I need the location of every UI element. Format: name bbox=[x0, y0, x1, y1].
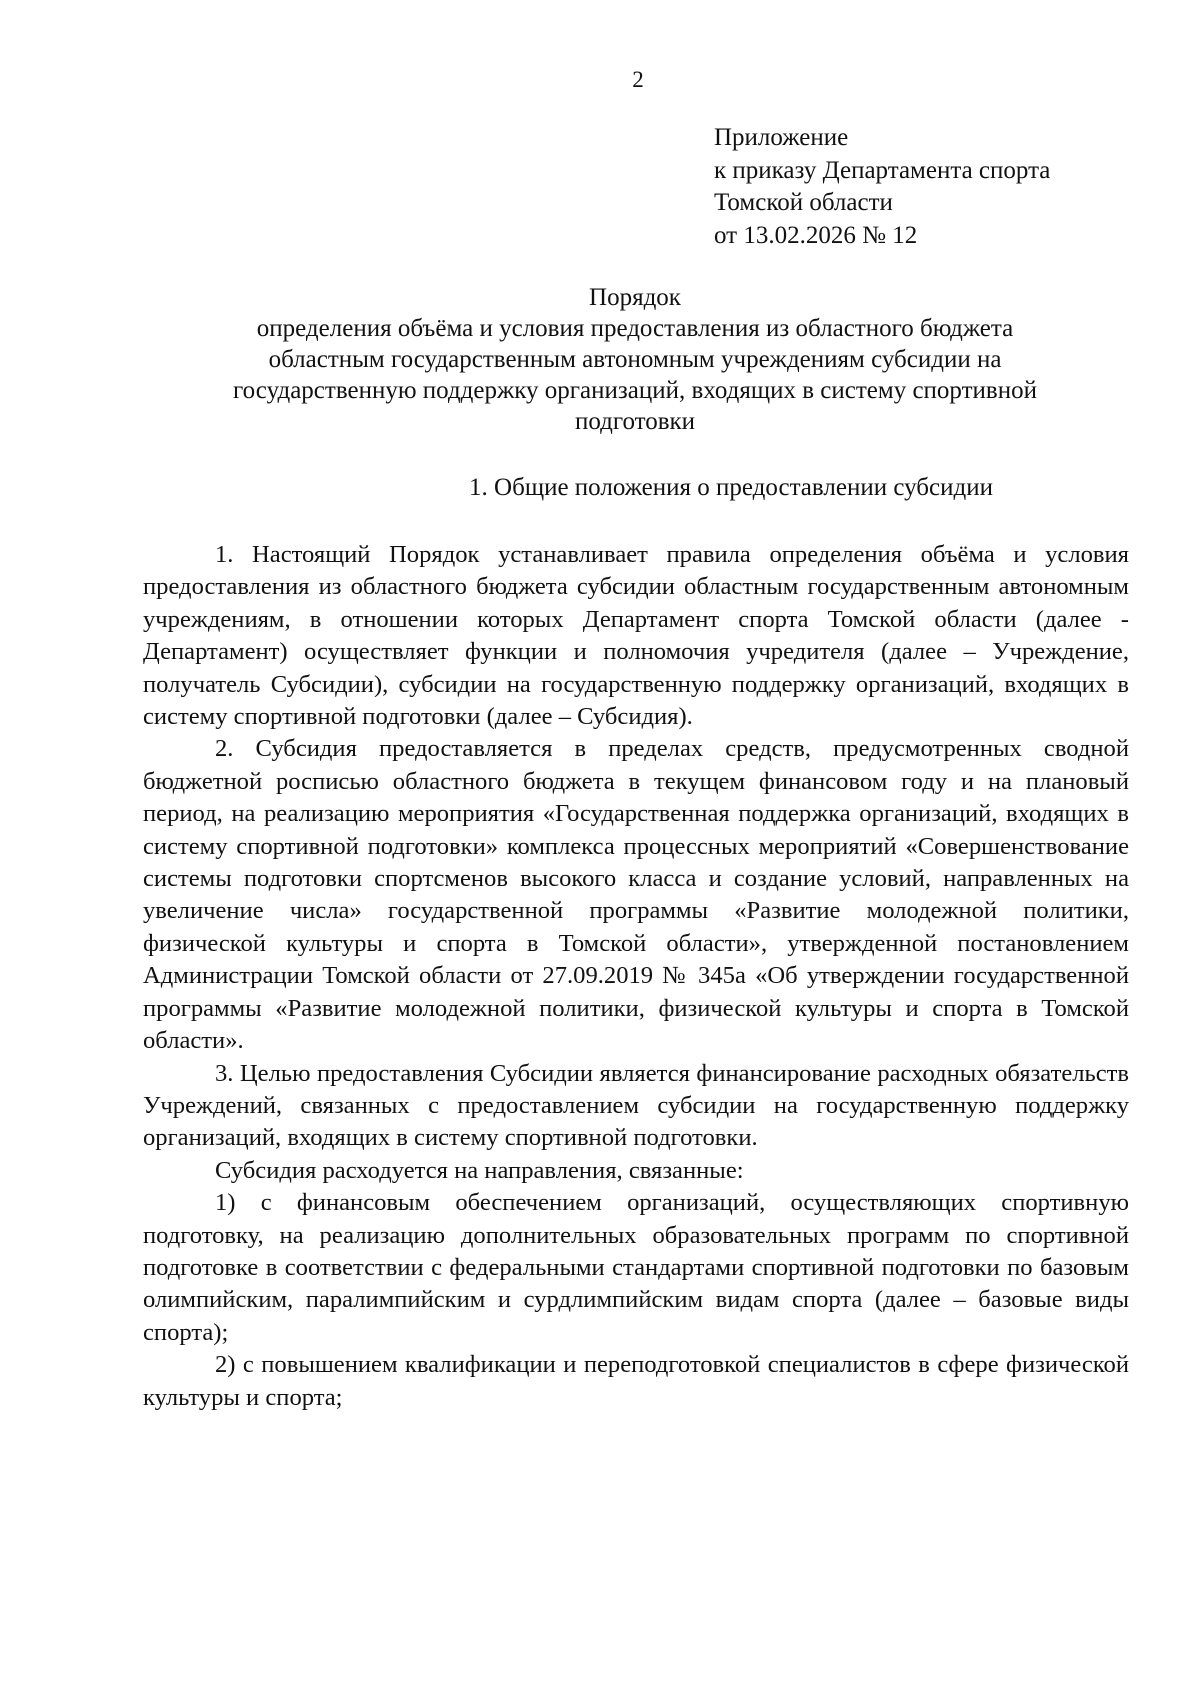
annex-line: от 13.02.2026 № 12 bbox=[714, 221, 918, 249]
annex-line: Приложение bbox=[714, 124, 849, 151]
paragraph: 2. Субсидия предоставляется в пределах средств, предусмотренных сводной бюджетной росписью областного бюджета в текущем финансовом году и на плановый период, на реализацию мероприятия «Государственная поддержка организаций, входящих в систему спортивной подготовки» комплекса процессных мероприятий «Совершенствование системы подготовки спортсменов высокого класса и создание условий, направленных на увеличение числа» государственной программы «Развитие молодежной политики, физической культуры и спорта в Томской области», утвержденной постановлением Администрации Томской области от 27.09.2019 № 345а «Об утверждении государственной программы «Развитие молодежной политики, физической культуры и спорта в Томской области». bbox=[143, 735, 1129, 1055]
annex-line: к приказу Департамента спорта bbox=[714, 156, 1051, 184]
annex-line: Томской области bbox=[714, 189, 893, 216]
document-title bbox=[140, 282, 1130, 437]
annex-block bbox=[714, 122, 1050, 252]
paragraph: Субсидия расходуется на направления, связанные: bbox=[215, 1156, 744, 1184]
title-line: Порядок bbox=[589, 284, 681, 311]
title-line: определения объёма и условия предоставления из областного бюджета bbox=[256, 315, 1014, 342]
title-line: областным государственным автономным учреждениям субсидии на bbox=[268, 346, 1002, 373]
paragraph: 1. Настоящий Порядок устанавливает правила определения объёма и условия предоставления из областного бюджета субсидии областным государственным автономным учреждениям, в отношении которых Департамент спорта Томской области (далее - Департамент) осуществляет функции и полномочия учредителя (далее – Учреждение, получатель Субсидии), субсидии на государственную поддержку организаций, входящих в систему спортивной подготовки (далее – Субсидия). bbox=[143, 541, 1129, 731]
title-line: подготовки bbox=[574, 408, 696, 435]
paragraph: 2) с повышением квалификации и переподготовкой специалистов в сфере физической культуры и спорта; bbox=[143, 1351, 1129, 1411]
page-number: 2 bbox=[632, 67, 644, 92]
paragraph: 1) с финансовым обеспечением организаций, осуществляющих спортивную подготовку, на реализацию дополнительных образовательных программ по спортивной подготовке в соответствии с федеральными стандартами спортивной подготовки по базовым олимпийским, паралимпийским и сурдлимпийским видам спорта (далее – базовые виды спорта); bbox=[143, 1189, 1129, 1346]
paragraph: 3. Целью предоставления Субсидии является финансирование расходных обязательств Учреждений, связанных с предоставлением субсидии на государственную поддержку организаций, входящих в систему спортивной подготовки. bbox=[143, 1059, 1129, 1152]
title-line: государственную поддержку организаций, входящих в систему спортивной bbox=[233, 377, 1037, 404]
document-body bbox=[143, 539, 1129, 1414]
section-heading: 1. Общие положения о предоставлении субсидии bbox=[469, 474, 993, 501]
